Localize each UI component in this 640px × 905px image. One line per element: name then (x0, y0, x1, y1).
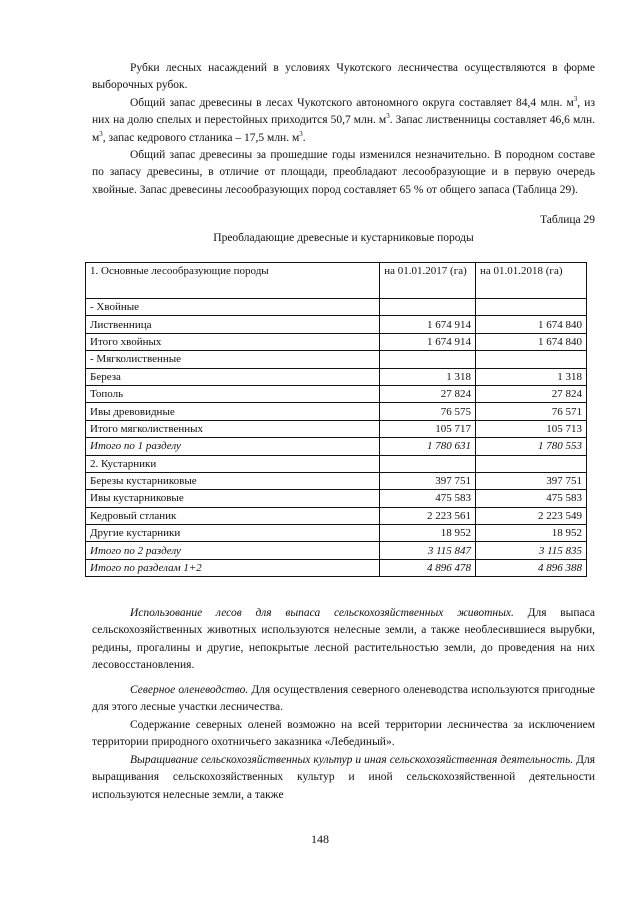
paragraph-reindeer (92, 682, 595, 717)
table-row (86, 455, 587, 472)
table-row (86, 385, 587, 402)
value-2018-cell: 4 896 388 (476, 559, 587, 576)
species-table (85, 262, 587, 577)
paragraph-timber-stock (92, 95, 595, 147)
table-title: Преобладающие древесные и кустарниковые породы (213, 232, 474, 244)
value-2018-cell: 2 223 549 (476, 507, 587, 524)
species-cell: Ивы древовидные (86, 403, 380, 420)
species-cell: Итого мягколиственных (86, 420, 380, 437)
value-2017-cell: 76 575 (380, 403, 476, 420)
grazing-heading: Использование лесов для выпаса сельскохозяйственных животных. (130, 607, 514, 619)
header-species: 1. Основные лесообразующие породы (86, 263, 380, 299)
value-2017-cell: 1 674 914 (380, 333, 476, 350)
table-row (86, 333, 587, 350)
table-row (86, 472, 587, 489)
paragraph-agriculture (92, 752, 595, 804)
text-fragment: Общий запас древесины в лесах Чукотского автономного округа составляет 84,4 млн. м (130, 97, 574, 109)
superscript: 3 (386, 112, 390, 121)
table-row (86, 438, 587, 455)
value-2018-cell: 1 674 840 (476, 316, 587, 333)
table-row (86, 368, 587, 385)
value-2018-cell (476, 351, 587, 368)
agriculture-text: Для выращивания сельскохозяйственных культур и иной сельскохозяйственной деятельности используются нелесные земли, а также (92, 754, 596, 801)
value-2017-cell: 1 674 914 (380, 316, 476, 333)
value-2018-cell (476, 299, 587, 316)
value-2017-cell (380, 455, 476, 472)
superscript: 3 (299, 129, 303, 138)
value-2017-cell: 18 952 (380, 525, 476, 542)
species-cell: - Хвойные (86, 299, 380, 316)
species-cell: Итого по 2 разделу (86, 542, 380, 559)
value-2018-cell: 18 952 (476, 525, 587, 542)
reindeer-heading: Северное оленеводство. (130, 684, 249, 696)
page-number: 148 (311, 832, 329, 846)
table-row (86, 490, 587, 507)
species-cell: Итого по разделам 1+2 (86, 559, 380, 576)
value-2017-cell: 4 896 478 (380, 559, 476, 576)
value-2017-cell: 105 717 (380, 420, 476, 437)
superscript: 3 (573, 95, 578, 103)
table-row (86, 403, 587, 420)
header-2018: на 01.01.2018 (га) (476, 263, 587, 299)
table-row (86, 525, 587, 542)
species-cell: Ивы кустарниковые (86, 490, 380, 507)
value-2017-cell: 397 751 (380, 472, 476, 489)
species-cell: - Мягколиственные (86, 351, 380, 368)
superscript: 3 (99, 129, 103, 138)
text-fragment: , из них на долю спелых и перестойных приходится 50,7 млн. м (92, 97, 595, 127)
paragraph-reindeer-keeping: Содержание северных оленей возможно на всей территории лесничества за исключением территории природного охотничьего заказника «Лебединый». (92, 719, 595, 749)
value-2017-cell: 1 780 631 (380, 438, 476, 455)
table-row (86, 351, 587, 368)
value-2018-cell: 27 824 (476, 385, 587, 402)
value-2018-cell: 1 318 (476, 368, 587, 385)
value-2018-cell: 105 713 (476, 420, 587, 437)
species-cell: Кедровый стланик (86, 507, 380, 524)
value-2018-cell: 397 751 (476, 472, 587, 489)
value-2017-cell: 27 824 (380, 385, 476, 402)
value-2018-cell (476, 455, 587, 472)
value-2017-cell: 475 583 (380, 490, 476, 507)
table-row (86, 507, 587, 524)
value-2018-cell: 475 583 (476, 490, 587, 507)
value-2017-cell: 1 318 (380, 368, 476, 385)
value-2018-cell: 3 115 835 (476, 542, 587, 559)
table-row (86, 299, 587, 316)
value-2017-cell (380, 351, 476, 368)
species-cell: Березы кустарниковые (86, 472, 380, 489)
species-cell: Итого по 1 разделу (86, 438, 380, 455)
value-2017-cell: 2 223 561 (380, 507, 476, 524)
table-row (86, 316, 587, 333)
value-2018-cell: 1 674 840 (476, 333, 587, 350)
paragraph-grazing (92, 605, 595, 675)
table-row (86, 542, 587, 559)
header-2017: на 01.01.2017 (га) (380, 263, 476, 299)
species-cell: Другие кустарники (86, 525, 380, 542)
value-2018-cell: 1 780 553 (476, 438, 587, 455)
text-fragment: . (302, 131, 306, 144)
paragraph-felling: Рубки лесных насаждений в условиях Чукотского лесничества осуществляются в форме выборочных рубок. (92, 62, 595, 92)
agriculture-heading: Выращивание сельскохозяйственных культур и иная сельскохозяйственная деятельность. (130, 754, 574, 766)
paragraph-stock-change: Общий запас древесины за прошедшие годы изменился незначительно. В породном составе по запасу древесины, в отличие от площади, преобладают лесообразующие и в первую очередь хвойные. Запас древесины лесообразующих пород составляет 65 % от общего запаса (Таблица 29). (92, 149, 595, 196)
table-row (86, 559, 587, 576)
value-2017-cell: 3 115 847 (380, 542, 476, 559)
text-fragment: , запас кедрового стланика – 17,5 млн. м (102, 131, 300, 144)
table-row (86, 420, 587, 437)
text-fragment: . Запас лиственницы составляет 46,6 млн. м (92, 114, 595, 144)
reindeer-text: Для осуществления северного оленеводства используются пригодные для этого лесные участки лесничества. (92, 684, 595, 714)
grazing-text: Для выпаса сельскохозяйственных животных используются нелесные земли, а также необлесившиеся вырубки, редины, прогалины и другие, непокрытые лесной растительностью земли, до проведения на них лесовосстановления. (92, 607, 595, 672)
species-cell: Лиственница (86, 316, 380, 333)
table-header-row (86, 263, 587, 299)
species-cell: Итого хвойных (86, 333, 380, 350)
species-cell: 2. Кустарники (86, 455, 380, 472)
table-number: Таблица 29 (540, 214, 595, 226)
value-2017-cell (380, 299, 476, 316)
species-cell: Береза (86, 368, 380, 385)
value-2018-cell: 76 571 (476, 403, 587, 420)
species-cell: Тополь (86, 385, 380, 402)
